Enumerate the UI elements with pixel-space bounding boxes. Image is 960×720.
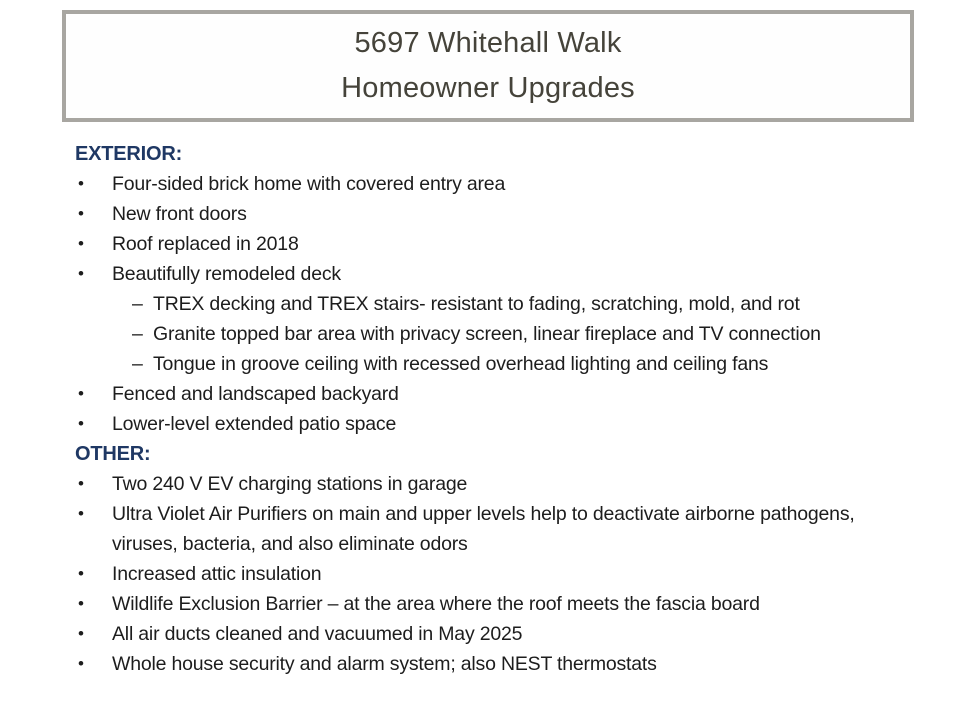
bullet-item bbox=[75, 379, 890, 409]
item-text: Granite topped bar area with privacy screen, linear fireplace and TV connection bbox=[153, 323, 821, 345]
item-text: All air ducts cleaned and vacuumed in May 2025 bbox=[112, 623, 523, 645]
bullet-item bbox=[75, 409, 890, 439]
bullet-marker: • bbox=[78, 564, 84, 583]
dash-marker: – bbox=[132, 353, 143, 375]
bullet-marker: • bbox=[78, 384, 84, 403]
bullet-marker: • bbox=[78, 234, 84, 253]
bullet-marker: • bbox=[78, 474, 84, 493]
bullet-marker: • bbox=[78, 264, 84, 283]
item-text: Roof replaced in 2018 bbox=[112, 233, 299, 255]
title-box bbox=[62, 10, 914, 122]
bullet-item bbox=[75, 469, 890, 499]
item-text: Increased attic insulation bbox=[112, 563, 322, 585]
item-text: TREX decking and TREX stairs- resistant to fading, scratching, mold, and rot bbox=[153, 293, 800, 315]
bullet-marker: • bbox=[78, 174, 84, 193]
sub-bullet-item bbox=[75, 289, 890, 319]
item-text: New front doors bbox=[112, 203, 247, 225]
item-text: Beautifully remodeled deck bbox=[112, 263, 341, 285]
bullet-marker: • bbox=[78, 414, 84, 433]
bullet-item bbox=[75, 169, 890, 199]
bullet-marker: • bbox=[78, 594, 84, 613]
dash-marker: – bbox=[132, 323, 143, 345]
upgrades-list bbox=[75, 139, 890, 679]
item-text: Ultra Violet Air Purifiers on main and upper levels help to deactivate airborne pathogens, viruses, bacteria, and also eliminate odors bbox=[112, 503, 855, 555]
item-text: Four-sided brick home with covered entry area bbox=[112, 173, 506, 195]
bullet-item bbox=[75, 589, 890, 619]
bullet-item bbox=[75, 199, 890, 229]
page-title-line-1: 5697 Whitehall Walk bbox=[354, 27, 622, 59]
section-heading-exterior: EXTERIOR: bbox=[75, 143, 183, 165]
item-text: Whole house security and alarm system; also NEST thermostats bbox=[112, 653, 657, 675]
bullet-marker: • bbox=[78, 504, 84, 523]
bullet-marker: • bbox=[78, 624, 84, 643]
bullet-item bbox=[75, 229, 890, 259]
item-text: Lower-level extended patio space bbox=[112, 413, 397, 435]
bullet-item bbox=[75, 649, 890, 679]
bullet-item bbox=[75, 259, 890, 289]
item-text: Two 240 V EV charging stations in garage bbox=[112, 473, 468, 495]
item-text: Wildlife Exclusion Barrier – at the area where the roof meets the fascia board bbox=[112, 593, 760, 615]
sub-bullet-item bbox=[75, 319, 890, 349]
bullet-item bbox=[75, 559, 890, 589]
page-title-line-2: Homeowner Upgrades bbox=[341, 72, 635, 104]
bullet-marker: • bbox=[78, 204, 84, 223]
bullet-marker: • bbox=[78, 654, 84, 673]
sub-bullet-item bbox=[75, 349, 890, 379]
item-text: Tongue in groove ceiling with recessed overhead lighting and ceiling fans bbox=[153, 353, 769, 375]
dash-marker: – bbox=[132, 293, 143, 315]
section-heading-other: OTHER: bbox=[75, 443, 151, 465]
bullet-item bbox=[75, 619, 890, 649]
bullet-item bbox=[75, 499, 890, 559]
item-text: Fenced and landscaped backyard bbox=[112, 383, 399, 405]
